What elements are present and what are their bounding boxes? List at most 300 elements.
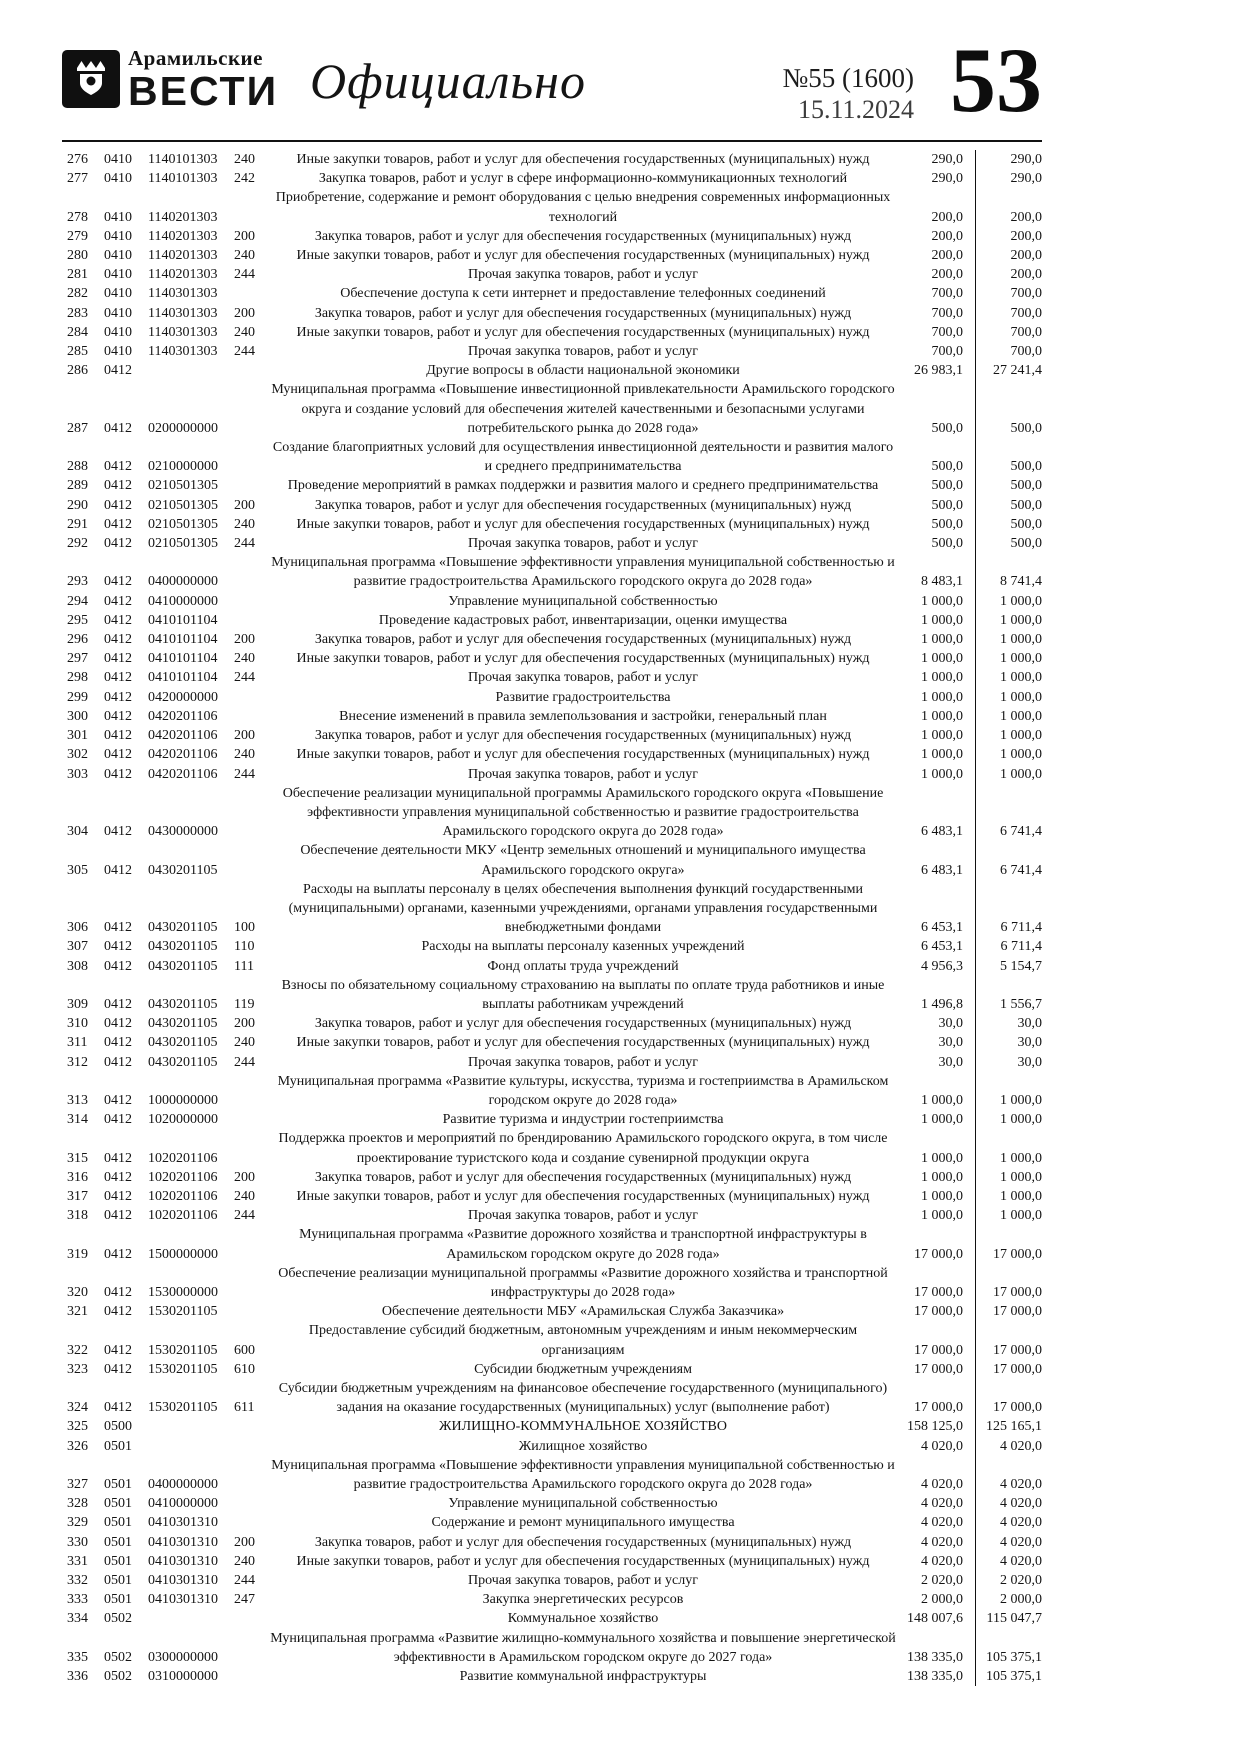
amount-year1: 1 000,0 [898,630,976,649]
row-number: 333 [67,1592,88,1608]
section-code: 0412 [104,1112,132,1128]
row-description: Жилищное хозяйство [518,1438,648,1454]
row-description: Закупка товаров, работ и услуг для обеспечения государственных (муниципальных) нужд [314,1534,852,1550]
table-row [62,534,1042,553]
expense-type-code: 240 [234,747,255,763]
section-code: 0412 [104,1246,132,1262]
row-number: 285 [67,344,88,360]
table-row [62,1072,1042,1110]
expense-type-code [234,1264,268,1302]
expense-type-code: 244 [234,267,255,283]
section-code: 0412 [104,1342,132,1358]
target-article-code: 0430201105 [148,1016,218,1032]
amount-year1: 1 000,0 [898,668,976,687]
row-number: 332 [67,1573,88,1589]
amount-year1: 4 020,0 [898,1513,976,1532]
expense-type-code [234,592,268,611]
section-code: 0412 [104,1035,132,1051]
table-row [62,1110,1042,1129]
section-code: 0412 [104,1169,132,1185]
table-row [62,438,1042,476]
table-row [62,265,1042,284]
amount-year1: 1 000,0 [898,649,976,668]
row-description: Коммунальное хозяйство [507,1611,659,1627]
row-description: Муниципальная программа «Развитие дорожного хозяйства и транспортной инфраструктуры в Арамильском городском округе до 2028 года» [299,1227,867,1262]
table-row [62,937,1042,956]
section-code: 0412 [104,862,132,878]
expense-type-code [234,380,268,438]
row-description: Обеспечение деятельности МКУ «Центр земельных отношений и муниципального имущества Арамильского городского округа» [300,843,866,878]
expense-type-code [234,1513,268,1532]
row-number: 303 [67,766,88,782]
target-article-code: 0410000000 [148,1496,218,1512]
row-description: Иные закупки товаров, работ и услуг для обеспечения государственных (муниципальных) нужд [296,1035,870,1051]
amount-year1: 8 483,1 [898,553,976,591]
newspaper-logo-emblem [62,50,120,108]
section-code: 0410 [104,324,132,340]
row-number: 311 [67,1035,88,1051]
amount-year2: 1 000,0 [1000,728,1042,744]
expense-type-code: 240 [234,1035,255,1051]
amount-year2: 1 000,0 [1000,612,1042,628]
target-article-code: 0310000000 [148,1669,218,1685]
section-code: 0412 [104,996,132,1012]
row-number: 278 [67,209,88,225]
expense-type-code [234,1072,268,1110]
amount-year1: 700,0 [898,284,976,303]
row-description: Внесение изменений в правила землепользования и застройки, генеральный план [339,708,827,724]
row-number: 328 [67,1496,88,1512]
row-description: Обеспечение реализации муниципальной программы «Развитие дорожного хозяйства и транспортной инфраструктуры до 2028 года» [278,1265,888,1300]
expense-type-code [234,1667,268,1686]
amount-year1: 1 000,0 [898,707,976,726]
row-number: 317 [67,1188,88,1204]
amount-year2: 200,0 [1010,248,1042,264]
amount-year2: 17 000,0 [993,1342,1042,1358]
section-code: 0412 [104,1016,132,1032]
expense-type-code [234,476,268,495]
table-row [62,227,1042,246]
amount-year2: 17 000,0 [993,1361,1042,1377]
target-article-code: 0420201106 [148,747,218,763]
row-number: 302 [67,747,88,763]
section-code: 0412 [104,1304,132,1320]
section-code: 0412 [104,1400,132,1416]
table-row [62,976,1042,1014]
section-code: 0410 [104,152,132,167]
amount-year1: 30,0 [898,1014,976,1033]
amount-year1: 700,0 [898,304,976,323]
table-row [62,1033,1042,1052]
target-article-code: 1020000000 [148,1112,218,1128]
table-row [62,1667,1042,1686]
row-description: Прочая закупка товаров, работ и услуг [468,1573,698,1589]
row-description: Поддержка проектов и мероприятий по брендированию Арамильского городского округа, в том числе проектирование туристского кода и создание сувенирной продукции округа [278,1131,888,1166]
row-number: 334 [67,1611,88,1627]
row-number: 315 [67,1150,88,1166]
row-description: Закупка товаров, работ и услуг для обеспечения государственных (муниципальных) нужд [314,228,852,244]
expense-type-code [234,611,268,630]
row-description: Субсидии бюджетным учреждениям [474,1361,692,1377]
table-row [62,592,1042,611]
row-description: Муниципальная программа «Развитие культуры, искусства, туризма и гостеприимства в Арамильском городском округе до 2028 года» [277,1073,889,1108]
amount-year1: 1 000,0 [898,745,976,764]
expense-type-code [234,841,268,879]
section-code: 0501 [104,1438,132,1454]
target-article-code: 1020201106 [148,1150,218,1166]
section-code: 0501 [104,1592,132,1608]
row-description: ЖИЛИЩНО-КОММУНАЛЬНОЕ ХОЗЯЙСТВО [439,1419,727,1435]
amount-year2: 4 020,0 [1000,1438,1042,1454]
expense-type-code [234,1110,268,1129]
target-article-code: 1020201106 [148,1188,218,1204]
amount-year2: 1 000,0 [1000,1169,1042,1185]
table-row [62,1129,1042,1167]
expense-type-code: 240 [234,1553,255,1569]
row-number: 318 [67,1208,88,1224]
header-divider [62,140,1042,142]
coat-of-arms-icon [69,55,113,104]
target-article-code [148,361,234,380]
amount-year2: 6 741,4 [1000,862,1042,878]
amount-year1: 1 496,8 [898,976,976,1014]
target-article-code: 0430201105 [148,920,218,936]
amount-year2: 500,0 [1010,497,1042,513]
section-code: 0412 [104,728,132,744]
table-row [62,1168,1042,1187]
table-row [62,668,1042,687]
table-row [62,1264,1042,1302]
table-row [62,1552,1042,1571]
row-description: Иные закупки товаров, работ и услуг для обеспечения государственных (муниципальных) нужд [296,324,870,340]
section-code: 0412 [104,689,132,705]
target-article-code: 0420000000 [148,689,218,705]
row-number: 326 [67,1438,88,1454]
amount-year1: 1 000,0 [898,726,976,745]
row-description: Создание благоприятных условий для осуществления инвестиционной деятельности и развития малого и среднего предпринимательства [272,440,894,475]
amount-year2: 17 000,0 [993,1284,1042,1300]
row-description: Проведение мероприятий в рамках поддержки и развития малого и среднего предпринимательства [287,478,879,494]
target-article-code: 0410101104 [148,612,218,628]
amount-year1: 500,0 [898,380,976,438]
expense-type-code [234,1494,268,1513]
newspaper-page [62,0,1042,1686]
row-number: 292 [67,536,88,552]
table-row [62,630,1042,649]
table-row [62,1321,1042,1359]
expense-type-code: 611 [234,1400,255,1416]
section-code: 0412 [104,958,132,974]
amount-year1: 6 453,1 [898,880,976,938]
expense-type-code: 240 [234,248,255,264]
expense-type-code: 110 [234,939,255,955]
amount-year2: 4 020,0 [1000,1477,1042,1493]
amount-year1: 1 000,0 [898,592,976,611]
target-article-code: 1000000000 [148,1092,218,1108]
expense-type-code: 244 [234,536,255,552]
row-description: Закупка товаров, работ и услуг для обеспечения государственных (муниципальных) нужд [314,497,852,513]
target-article-code: 0410101104 [148,632,218,648]
row-description: Взносы по обязательному социальному страхованию на выплаты по оплате труда работников и иные выплаты работникам учреждений [281,977,885,1012]
table-row [62,726,1042,745]
row-description: Закупка товаров, работ и услуг для обеспечения государственных (муниципальных) нужд [314,632,852,648]
row-number: 291 [67,516,88,532]
row-description: Закупка энергетических ресурсов [482,1592,684,1608]
expense-type-code: 200 [234,632,255,648]
target-article-code: 0210501305 [148,478,218,494]
section-code: 0412 [104,747,132,763]
amount-year1: 500,0 [898,476,976,495]
masthead [62,0,1042,150]
table-row [62,380,1042,438]
section-code: 0412 [104,459,132,475]
row-number: 309 [67,996,88,1012]
row-description: Прочая закупка товаров, работ и услуг [468,1054,698,1070]
amount-year2: 105 375,1 [986,1649,1042,1665]
table-row [62,1456,1042,1494]
table-row [62,150,1042,169]
amount-year1: 200,0 [898,188,976,226]
amount-year2: 6 711,4 [1000,939,1042,955]
expense-type-code: 200 [234,228,255,244]
row-description: Закупка товаров, работ и услуг в сфере информационно-коммуникационных технологий [318,171,848,187]
expense-type-code [234,361,268,380]
target-article-code: 0430201105 [148,996,218,1012]
expense-type-code: 242 [234,171,255,187]
target-article-code: 0410301310 [148,1515,218,1531]
target-article-code: 0430201105 [148,958,218,974]
amount-year1: 290,0 [898,150,976,169]
section-code: 0412 [104,1208,132,1224]
page-number: 53 [950,29,1042,131]
expense-type-code [234,553,268,591]
amount-year2: 500,0 [1010,459,1042,475]
row-number: 305 [67,862,88,878]
expense-type-code: 119 [234,996,255,1012]
target-article-code: 0430201105 [148,1035,218,1051]
row-number: 296 [67,632,88,648]
row-description: Проведение кадастровых работ, инвентаризации, оценки имущества [378,612,788,628]
expense-type-code [234,438,268,476]
amount-year2: 1 000,0 [1000,1112,1042,1128]
amount-year2: 700,0 [1010,286,1042,302]
section-code: 0412 [104,824,132,840]
target-article-code: 0410301310 [148,1573,218,1589]
amount-year1: 1 000,0 [898,1072,976,1110]
brand-block [128,48,278,112]
row-description: Иные закупки товаров, работ и услуг для обеспечения государственных (муниципальных) нужд [296,651,870,667]
row-number: 300 [67,708,88,724]
amount-year2: 1 000,0 [1000,689,1042,705]
row-description: Развитие градостроительства [495,689,671,705]
amount-year1: 1 000,0 [898,765,976,784]
amount-year2: 290,0 [1010,171,1042,187]
row-description: Расходы на выплаты персоналу казенных учреждений [421,939,745,955]
table-row [62,1513,1042,1532]
section-code: 0410 [104,305,132,321]
table-row [62,515,1042,534]
amount-year2: 1 000,0 [1000,1150,1042,1166]
row-description: Прочая закупка товаров, работ и услуг [468,344,698,360]
target-article-code: 0210501305 [148,497,218,513]
row-number: 288 [67,459,88,475]
row-description: Иные закупки товаров, работ и услуг для обеспечения государственных (муниципальных) нужд [296,516,870,532]
table-row [62,1609,1042,1628]
target-article-code: 1140301303 [148,286,218,302]
target-article-code: 0430201105 [148,862,218,878]
expense-type-code: 247 [234,1592,255,1608]
table-row [62,880,1042,938]
row-number: 322 [67,1342,88,1358]
amount-year1: 4 020,0 [898,1437,976,1456]
section-code: 0412 [104,766,132,782]
section-code: 0412 [104,363,132,379]
row-description: Прочая закупка товаров, работ и услуг [468,766,698,782]
section-code: 0412 [104,670,132,686]
section-code: 0412 [104,478,132,494]
row-description: Субсидии бюджетным учреждениям на финансовое обеспечение государственного (муниципального) задания на оказание государственных (муниципальных) услуг (выполнение работ) [278,1381,888,1416]
amount-year2: 2 020,0 [1000,1573,1042,1589]
table-row [62,169,1042,188]
row-description: Прочая закупка товаров, работ и услуг [468,267,698,283]
row-number: 283 [67,305,88,321]
amount-year2: 1 000,0 [1000,766,1042,782]
row-description: Приобретение, содержание и ремонт оборудования с целью внедрения современных информационных технологий [275,190,891,225]
table-row [62,745,1042,764]
section-code: 0412 [104,651,132,667]
row-description: Закупка товаров, работ и услуг для обеспечения государственных (муниципальных) нужд [314,1016,852,1032]
row-number: 320 [67,1284,88,1300]
expense-type-code [234,1417,268,1436]
row-description: Управление муниципальной собственностью [448,1496,718,1512]
amount-year1: 500,0 [898,496,976,515]
amount-year1: 30,0 [898,1033,976,1052]
table-row [62,496,1042,515]
amount-year2: 4 020,0 [1000,1534,1042,1550]
row-number: 276 [67,152,88,167]
row-number: 307 [67,939,88,955]
target-article-code: 0430000000 [148,824,218,840]
row-description: Другие вопросы в области национальной экономики [426,363,740,379]
section-code: 0412 [104,536,132,552]
row-description: Иные закупки товаров, работ и услуг для обеспечения государственных (муниципальных) нужд [296,747,870,763]
amount-year2: 1 000,0 [1000,651,1042,667]
target-article-code: 1500000000 [148,1246,218,1262]
amount-year2: 200,0 [1010,209,1042,225]
section-code: 0501 [104,1515,132,1531]
expense-type-code: 244 [234,1054,255,1070]
row-number: 287 [67,420,88,436]
amount-year1: 148 007,6 [898,1609,976,1628]
amount-year1: 1 000,0 [898,1129,976,1167]
expense-type-code [234,188,268,226]
section-code: 0412 [104,420,132,436]
section-code: 0412 [104,1188,132,1204]
expense-type-code: 200 [234,1534,255,1550]
section-code: 0412 [104,939,132,955]
section-code: 0412 [104,632,132,648]
expense-type-code: 244 [234,1573,255,1589]
expense-type-code: 200 [234,305,255,321]
amount-year2: 4 020,0 [1000,1496,1042,1512]
amount-year1: 1 000,0 [898,1168,976,1187]
expense-type-code [234,707,268,726]
expense-type-code [234,688,268,707]
amount-year2: 200,0 [1010,228,1042,244]
target-article-code: 1140201303 [148,228,218,244]
target-article-code: 1140101303 [148,152,218,167]
section-code: 0501 [104,1534,132,1550]
row-number: 323 [67,1361,88,1377]
amount-year1: 17 000,0 [898,1264,976,1302]
section-code: 0502 [104,1611,132,1627]
amount-year2: 5 154,7 [1000,958,1042,974]
table-row [62,1533,1042,1552]
target-article-code: 1530000000 [148,1284,218,1300]
row-number: 331 [67,1553,88,1569]
table-row [62,1053,1042,1072]
issue-block [783,62,915,126]
budget-table [62,150,1042,1686]
target-article-code: 0300000000 [148,1649,218,1665]
expense-type-code: 244 [234,670,255,686]
section-code: 0410 [104,171,132,187]
amount-year1: 200,0 [898,246,976,265]
target-article-code: 0410101104 [148,670,218,686]
amount-year1: 700,0 [898,342,976,361]
section-code: 0501 [104,1477,132,1493]
row-description: Муниципальная программа «Повышение эффективности управления муниципальной собственностью и развитие градостроительства Арамильского городского округа до 2028 года» [271,555,895,590]
section-code: 0410 [104,286,132,302]
section-code: 0501 [104,1496,132,1512]
row-description: Закупка товаров, работ и услуг для обеспечения государственных (муниципальных) нужд [314,728,852,744]
amount-year2: 4 020,0 [1000,1553,1042,1569]
table-row [62,1629,1042,1667]
table-row [62,707,1042,726]
target-article-code: 0410301310 [148,1534,218,1550]
target-article-code: 0430201105 [148,1054,218,1070]
table-row [62,1379,1042,1417]
expense-type-code [234,284,268,303]
table-row [62,1187,1042,1206]
expense-type-code [234,1609,268,1628]
row-description: Развитие туризма и индустрии гостеприимства [442,1112,724,1128]
row-number: 306 [67,920,88,936]
expense-type-code: 111 [234,958,254,974]
amount-year2: 27 241,4 [993,363,1042,379]
target-article-code: 0200000000 [148,420,218,436]
amount-year2: 1 000,0 [1000,670,1042,686]
expense-type-code: 244 [234,766,255,782]
expense-type-code [234,1302,268,1321]
table-row [62,323,1042,342]
target-article-code [148,1609,234,1628]
amount-year2: 500,0 [1010,516,1042,532]
amount-year2: 1 000,0 [1000,708,1042,724]
amount-year1: 290,0 [898,169,976,188]
section-code: 0500 [104,1419,132,1435]
section-title: Официально [310,53,586,109]
expense-type-code [234,1437,268,1456]
expense-type-code: 200 [234,497,255,513]
amount-year1: 6 483,1 [898,841,976,879]
amount-year1: 17 000,0 [898,1360,976,1379]
expense-type-code [234,1456,268,1494]
target-article-code: 0210501305 [148,536,218,552]
amount-year1: 200,0 [898,227,976,246]
row-number: 304 [67,824,88,840]
row-number: 335 [67,1649,88,1665]
